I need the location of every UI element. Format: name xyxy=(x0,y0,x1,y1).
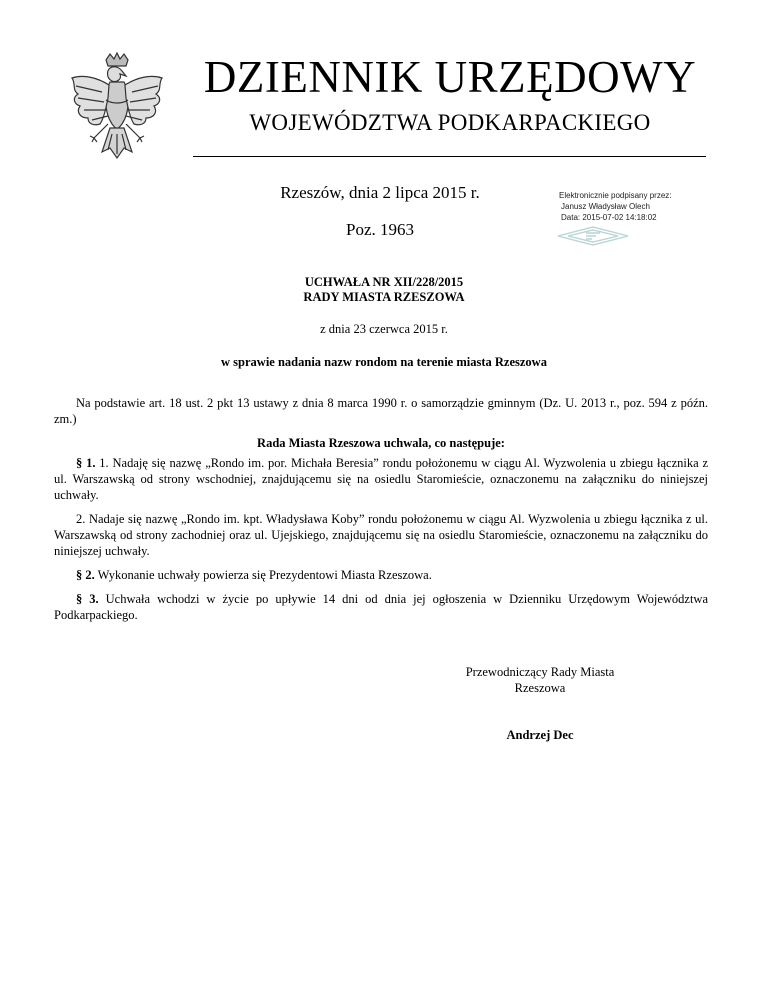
section-2-paragraph xyxy=(54,567,708,583)
e-signature-label: Elektronicznie podpisany przez: xyxy=(559,191,672,200)
signatory-role-line-2: Rzeszowa xyxy=(514,681,566,695)
signatory-name: Andrzej Dec xyxy=(506,728,574,742)
section-1-paragraph-2: 2. Nadaje się nazwę „Rondo im. kpt. Władysława Koby” rondu położonemu w ciągu Al. Wyzwolenia u zbiegu łącznika z ul. Warszawską od strony zachodniej oraz ul. Ujejskiego, znajdującemu się na osiedlu Staromieście, oznaczonemu na załączniku do niniejszej uchwały. xyxy=(54,512,708,558)
resolution-date: z dnia 23 czerwca 2015 r. xyxy=(320,322,448,336)
legal-basis-paragraph: Na podstawie art. 18 ust. 2 pkt 13 ustawy z dnia 8 marca 1990 r. o samorządzie gminnym (Dz. U. 2013 r., poz. 594 z późn. zm.) xyxy=(54,396,708,426)
resolution-number: UCHWAŁA NR XII/228/2015 xyxy=(304,275,464,289)
polish-eagle-emblem-icon xyxy=(62,52,172,172)
section-3-label: § 3. xyxy=(76,592,99,606)
journal-title: DZIENNIK URZĘDOWY xyxy=(203,52,697,102)
section-3-text: Uchwała wchodzi w życie po upływie 14 dni od dnia jej ogłoszenia w Dzienniku Urzędowym Województwa Podkarpackiego. xyxy=(54,592,708,622)
resolution-heading xyxy=(0,275,768,305)
signatory-role xyxy=(430,664,650,696)
header-divider xyxy=(193,156,706,157)
signatory-role-line-1: Przewodniczący Rady Miasta xyxy=(465,665,615,679)
section-2-label: § 2. xyxy=(76,568,95,582)
section-1-paragraph-1 xyxy=(54,455,708,503)
e-signature-block xyxy=(559,190,709,223)
resolution-issuer: RADY MIASTA RZESZOWA xyxy=(303,290,465,304)
resolution-subject: w sprawie nadania nazw rondom na terenie miasta Rzeszowa xyxy=(221,355,547,369)
resolution-body xyxy=(54,395,708,623)
e-signature-signer: Janusz Władysław Olech xyxy=(561,202,650,211)
section-1-label: § 1. xyxy=(76,456,96,470)
publication-place-date: Rzeszów, dnia 2 lipca 2015 r. xyxy=(280,183,480,202)
resolves-heading: Rada Miasta Rzeszowa uchwala, co następuje: xyxy=(257,436,505,450)
journal-subtitle: WOJEWÓDZTWA PODKARPACKIEGO xyxy=(249,110,651,135)
section-1-text: 1. Nadaję się nazwę „Rondo im. por. Michała Beresia” rondu położonemu w ciągu Al. Wyzwolenia u zbiegu łącznika z ul. Warszawską od strony wschodniej, znajdującemu się na osiedlu Staromieście, oznaczonemu na załączniku do niniejszej uchwały. xyxy=(54,456,709,502)
publication-position: Poz. 1963 xyxy=(346,220,414,239)
section-2-text: Wykonanie uchwały powierza się Prezydentowi Miasta Rzeszowa. xyxy=(94,568,432,582)
signature-logo-icon xyxy=(556,226,630,246)
e-signature-date: Data: 2015-07-02 14:18:02 xyxy=(561,213,657,222)
section-3-paragraph xyxy=(54,591,708,623)
